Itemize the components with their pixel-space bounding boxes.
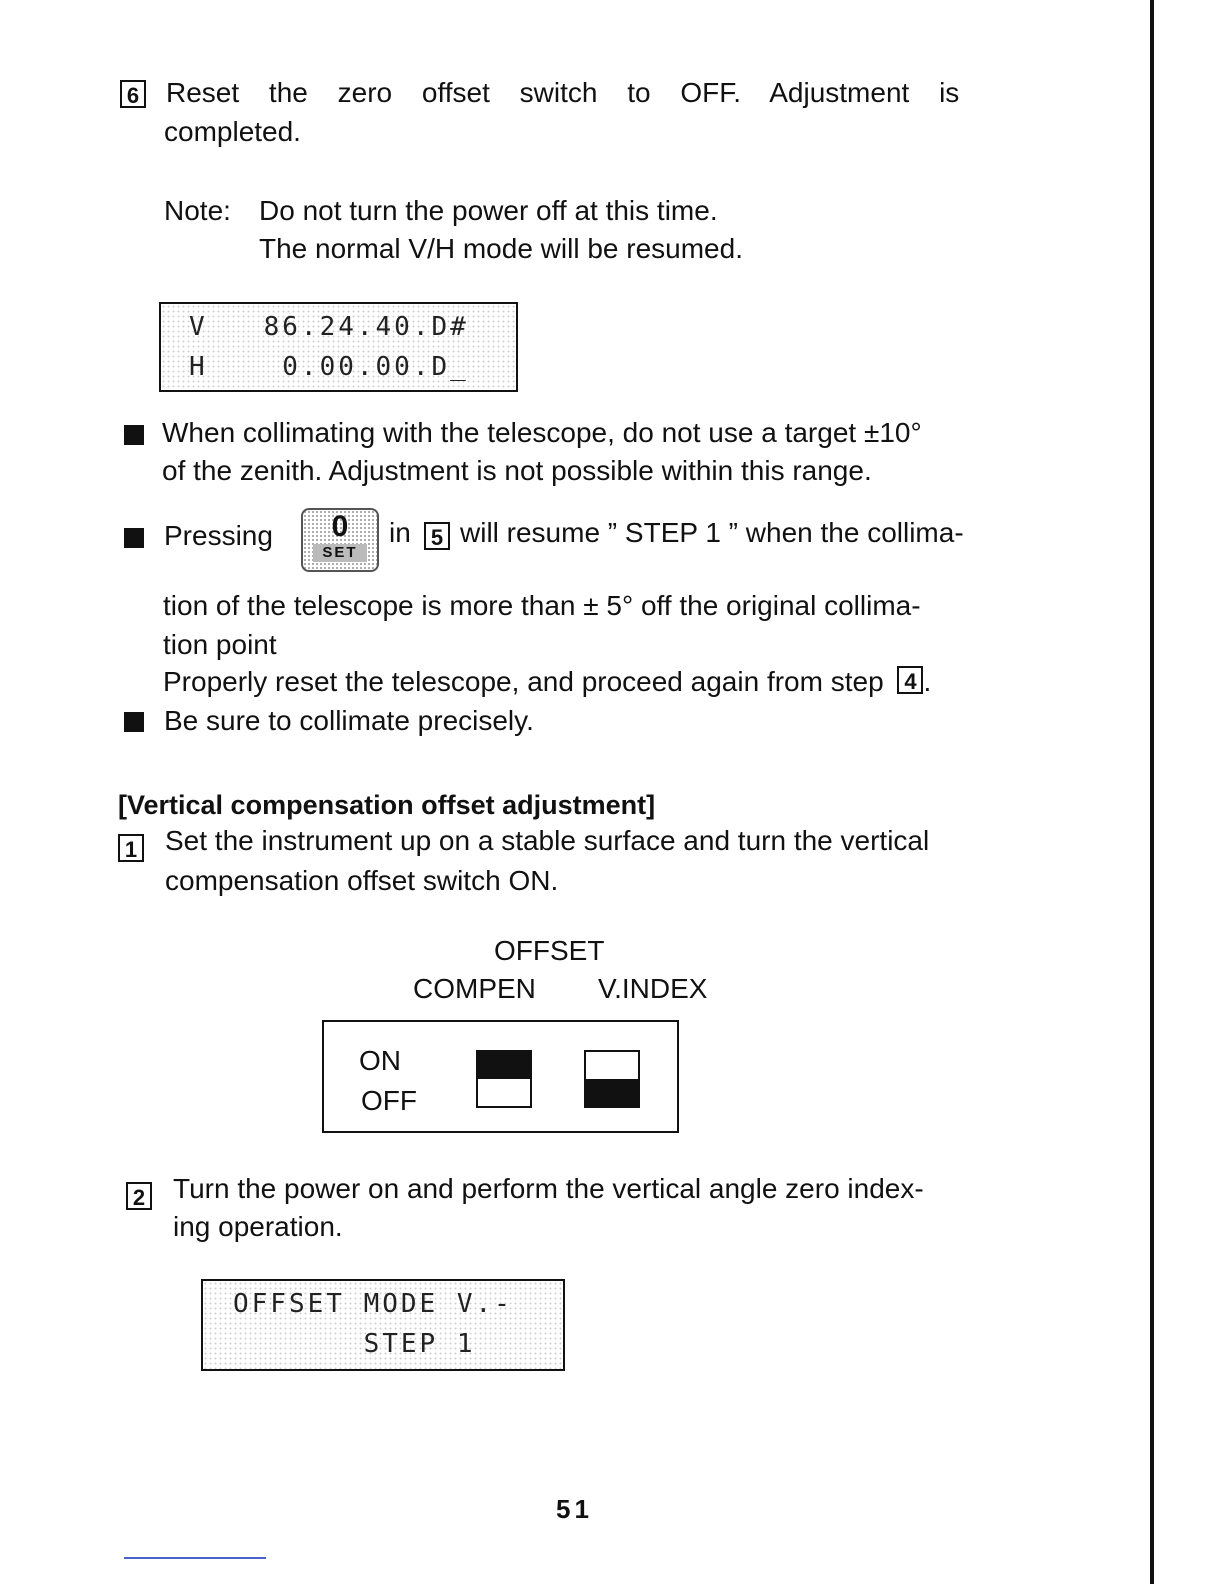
note-line2: The normal V/H mode will be resumed. bbox=[259, 233, 743, 264]
note-label: Note: bbox=[164, 195, 231, 226]
page-edge-rule bbox=[1150, 0, 1154, 1584]
lcd-row-v: V 86.24.40.D# bbox=[189, 312, 469, 342]
bullet-icon bbox=[124, 712, 144, 732]
step-ref-4: 4 bbox=[897, 666, 923, 694]
bullet-2-line3: tion point bbox=[163, 629, 277, 660]
bullet-1-line2: of the zenith. Adjustment is not possible within this range. bbox=[162, 455, 872, 486]
lcd-row-1: OFFSET MODE V.- bbox=[233, 1289, 513, 1319]
compen-switch bbox=[476, 1050, 532, 1108]
switch-label-compen: COMPEN bbox=[413, 973, 536, 1004]
bullet-3-text: Be sure to collimate precisely. bbox=[164, 705, 534, 736]
key-label-zero: 0 bbox=[331, 510, 349, 543]
step-1-line1: Set the instrument up on a stable surface and turn the vertical bbox=[165, 825, 930, 856]
bullet-2-in: in bbox=[389, 517, 411, 548]
bullet-icon bbox=[124, 528, 144, 548]
lcd-display-vh bbox=[159, 302, 518, 392]
switch-title-offset: OFFSET bbox=[494, 935, 605, 966]
key-label-set: SET bbox=[313, 544, 367, 562]
bullet-2-line2: tion of the telescope is more than ± 5° off the original collima- bbox=[163, 590, 921, 621]
offset-switch-panel bbox=[322, 1020, 679, 1133]
switch-on-label: ON bbox=[359, 1045, 401, 1076]
step-6-number: 6 bbox=[120, 80, 146, 108]
step-ref-5: 5 bbox=[424, 522, 450, 550]
note-line1: Do not turn the power off at this time. bbox=[259, 195, 718, 226]
bottom-underline-rule bbox=[124, 1557, 266, 1559]
bullet-2-post: will resume ” STEP 1 ” when the collima- bbox=[460, 517, 964, 548]
lcd-row-h: H 0.00.00.D_ bbox=[189, 352, 469, 382]
bullet-2-line4: Properly reset the telescope, and proceed again from step 4 . bbox=[163, 666, 932, 697]
step-1-number: 1 bbox=[118, 834, 144, 862]
step-6-text-line2: completed. bbox=[164, 116, 301, 147]
switch-label-vindex: V.INDEX bbox=[598, 973, 708, 1004]
zero-set-key-icon bbox=[301, 508, 379, 572]
step-2-line2: ing operation. bbox=[173, 1211, 343, 1242]
bullet-2-pre: Pressing bbox=[164, 520, 273, 551]
switch-off-label: OFF bbox=[361, 1085, 417, 1116]
lcd-display-offset-mode bbox=[201, 1279, 565, 1371]
lcd-row-2: STEP 1 bbox=[233, 1329, 495, 1359]
page-number: 51 bbox=[556, 1494, 593, 1524]
step-2-number: 2 bbox=[126, 1182, 152, 1210]
vindex-switch bbox=[584, 1050, 640, 1108]
bullet-1-line1: When collimating with the telescope, do not use a target ±10° bbox=[162, 417, 922, 448]
bullet-icon bbox=[124, 425, 144, 445]
step-1-line2: compensation offset switch ON. bbox=[165, 865, 559, 896]
section-heading: [Vertical compensation offset adjustment] bbox=[118, 790, 656, 820]
step-6-text-line1: Reset the zero offset switch to OFF. Adjustment is bbox=[166, 77, 960, 108]
step-2-line1: Turn the power on and perform the vertical angle zero index- bbox=[173, 1173, 924, 1204]
